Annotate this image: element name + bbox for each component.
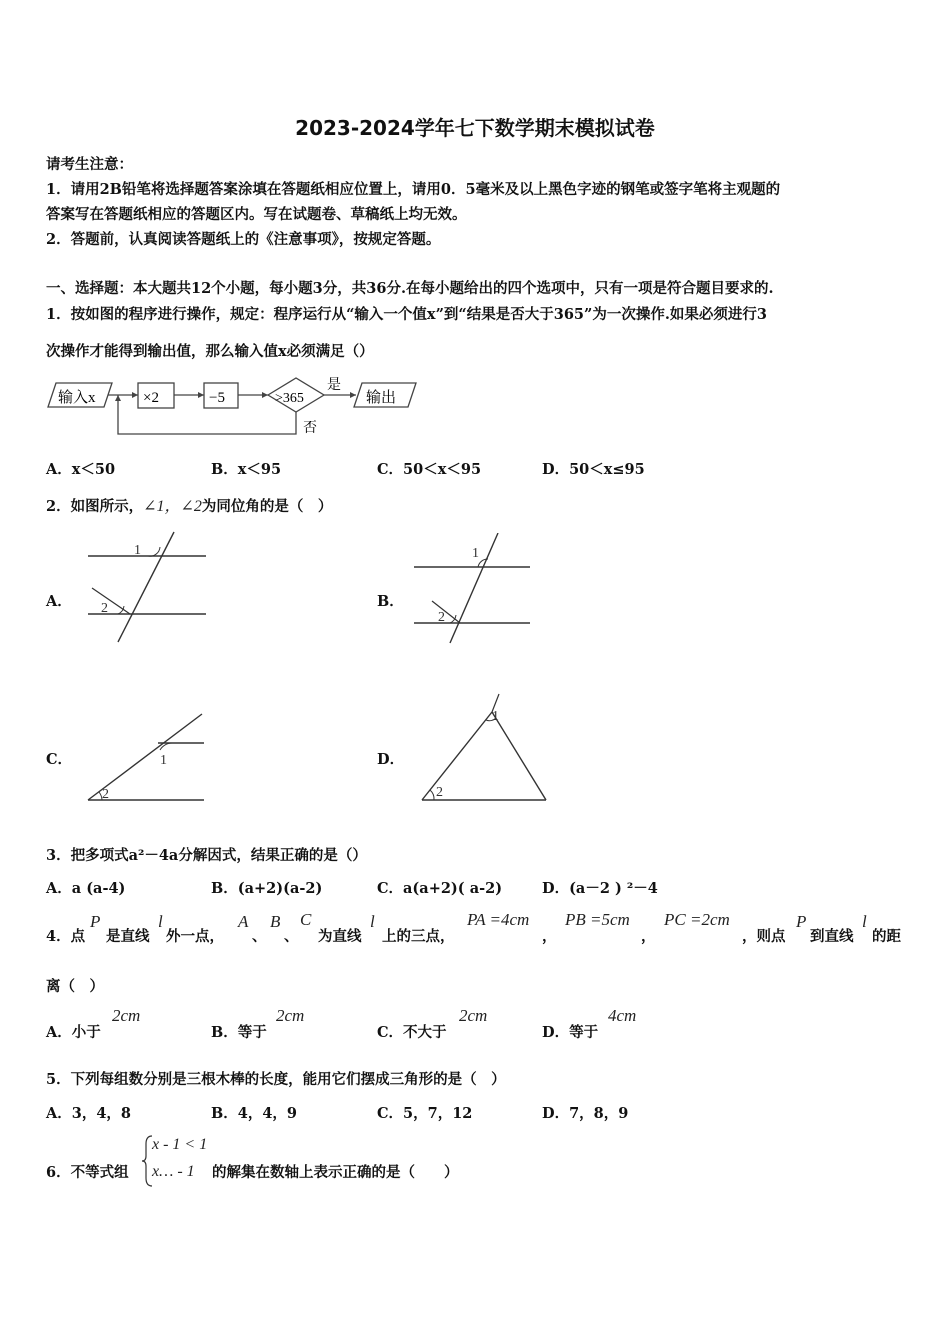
- page-title: 2023-2024学年七下数学期末模拟试卷: [295, 116, 655, 140]
- q4-t6: ，则点: [742, 928, 786, 945]
- q2-text-b: 为同位角的是（ ）: [201, 498, 333, 515]
- q1-option-c[interactable]: C．50＜x＜95: [377, 461, 482, 478]
- q1-text-2: 次操作才能得到输出值，那么输入值x必须满足（）: [46, 343, 374, 360]
- q4-t9: 离（ ）: [46, 978, 104, 995]
- q2-d-mark-2: 2: [436, 785, 443, 800]
- q2-angles: ∠1，∠2: [143, 498, 202, 515]
- q2-c-mark-2: 2: [102, 787, 109, 802]
- q2-label-c[interactable]: C．: [46, 751, 73, 768]
- q4-option-c-val: 2cm: [459, 1006, 488, 1025]
- q2-label-a[interactable]: A．: [46, 593, 72, 610]
- notice-line-1: 1．请用2B铅笔将选择题答案涂填在答题纸相应位置上，请用0．5毫米及以上黑色字迹的钢笔或签字笔将主观题的: [46, 181, 781, 198]
- q4-option-a-val: 2cm: [112, 1006, 141, 1025]
- q4-t8: 的距: [872, 928, 901, 945]
- notice-heading: 请考生注意：: [46, 156, 133, 173]
- q3-option-c[interactable]: C．a(a+2)( a-2): [377, 880, 503, 897]
- q4-point-b: B: [270, 912, 281, 931]
- q4-point-c: C: [300, 910, 312, 929]
- q1-text-1: 1．按如图的程序进行操作，规定：程序运行从“输入一个值x”到“结果是否大于365”为一次操作.如果必须进行3: [46, 306, 767, 323]
- q6-ineq-2: x… - 1: [152, 1163, 195, 1180]
- q4-point-a: A: [238, 912, 249, 931]
- q4-option-a[interactable]: A．小于: [46, 1024, 101, 1041]
- q5-option-d[interactable]: D．7，8，9: [542, 1105, 629, 1122]
- q4-t1: 4．点: [46, 928, 86, 945]
- q4-line-l: l: [158, 912, 163, 931]
- q2-c-mark-1: 1: [160, 753, 167, 768]
- q4-pb: PB =5cm: [565, 910, 630, 929]
- q3-option-d[interactable]: D．(a－2 ) ²－4: [542, 880, 658, 897]
- q6-ineq-1: x - 1 < 1: [152, 1136, 208, 1153]
- q4-option-d-val: 4cm: [608, 1006, 637, 1025]
- q1-option-a[interactable]: A．x＜50: [46, 461, 116, 478]
- flow-compare-label: >365: [275, 391, 304, 406]
- q1-option-b[interactable]: B．x＜95: [211, 461, 282, 478]
- q4-option-b-val: 2cm: [276, 1006, 305, 1025]
- q3-text: 3．把多项式a²－4a分解因式，结果正确的是（）: [46, 847, 367, 864]
- q2-text-a: 2．如图所示，: [46, 498, 144, 515]
- q4-t4: 为直线: [318, 928, 362, 945]
- notice-line-2: 2．答题前，认真阅读答题纸上的《注意事项》，按规定答题。: [46, 231, 441, 248]
- q3-option-a[interactable]: A．a (a-4): [46, 880, 126, 897]
- q2-text: [46, 493, 332, 516]
- flow-input-label: 输入x: [58, 390, 96, 406]
- q5-option-b[interactable]: B．4，4，9: [211, 1105, 298, 1122]
- q4-point-p: P: [90, 912, 101, 931]
- q4-t2: 是直线: [106, 928, 150, 945]
- notice-line-1b: 答案写在答题纸相应的答题区内。写在试题卷、草稿纸上均无效。: [46, 206, 467, 223]
- q4-option-c[interactable]: C．不大于: [377, 1024, 447, 1041]
- q2-figure-d: [416, 690, 556, 805]
- q3-option-b[interactable]: B．(a+2)(a-2): [211, 880, 323, 897]
- section-heading: 一、选择题：本大题共12个小题，每小题3分，共36分.在每小题给出的四个选项中，只有一项是符合题目要求的.: [46, 280, 774, 297]
- flow-no-label: 否: [303, 421, 317, 436]
- q4-pa: PA =4cm: [467, 910, 530, 929]
- q6-t2: 的解集在数轴上表示正确的是（ ）: [212, 1164, 459, 1181]
- q4-sep1: 、: [252, 928, 267, 945]
- q2-label-b[interactable]: B．: [377, 593, 404, 610]
- q2-figure-c: [84, 710, 214, 810]
- q5-text: 5．下列每组数分别是三根木棒的长度，能用它们摆成三角形的是（ ）: [46, 1071, 506, 1088]
- flow-yes-label: 是: [327, 378, 341, 393]
- q5-option-c[interactable]: C．5，7，12: [377, 1105, 473, 1122]
- flow-times2-label: ×2: [143, 390, 159, 406]
- q2-figure-b: [410, 533, 540, 648]
- q4-option-b[interactable]: B．等于: [211, 1024, 267, 1041]
- q2-b-mark-2: 2: [438, 610, 445, 625]
- flow-minus5-label: −5: [209, 390, 225, 406]
- q4-comma1: ，: [542, 928, 557, 945]
- q4-t5: 上的三点，: [382, 928, 455, 945]
- q4-line-l-3: l: [862, 912, 867, 931]
- q2-label-d[interactable]: D．: [377, 751, 405, 768]
- q4-comma2: ，: [641, 928, 656, 945]
- q1-option-d[interactable]: D．50＜x≤95: [542, 461, 645, 478]
- q2-b-mark-1: 1: [472, 546, 479, 561]
- q4-t3: 外一点，: [166, 928, 224, 945]
- q5-option-a[interactable]: A．3，4，8: [46, 1105, 132, 1122]
- q4-line-l-2: l: [370, 912, 375, 931]
- q4-pc: PC =2cm: [664, 910, 730, 929]
- q6-t1: 6．不等式组: [46, 1164, 129, 1181]
- q4-point-p-2: P: [796, 912, 807, 931]
- q4-option-d[interactable]: D．等于: [542, 1024, 599, 1041]
- q4-sep2: 、: [284, 928, 299, 945]
- q2-figure-a: [84, 530, 214, 645]
- q2-d-mark-1: 1: [492, 709, 499, 724]
- q4-t7: 到直线: [810, 928, 854, 945]
- q1-flowchart: [46, 374, 426, 440]
- q2-a-mark-2: 2: [101, 601, 108, 616]
- q2-a-mark-1: 1: [134, 543, 141, 558]
- flow-output-label: 输出: [366, 390, 397, 406]
